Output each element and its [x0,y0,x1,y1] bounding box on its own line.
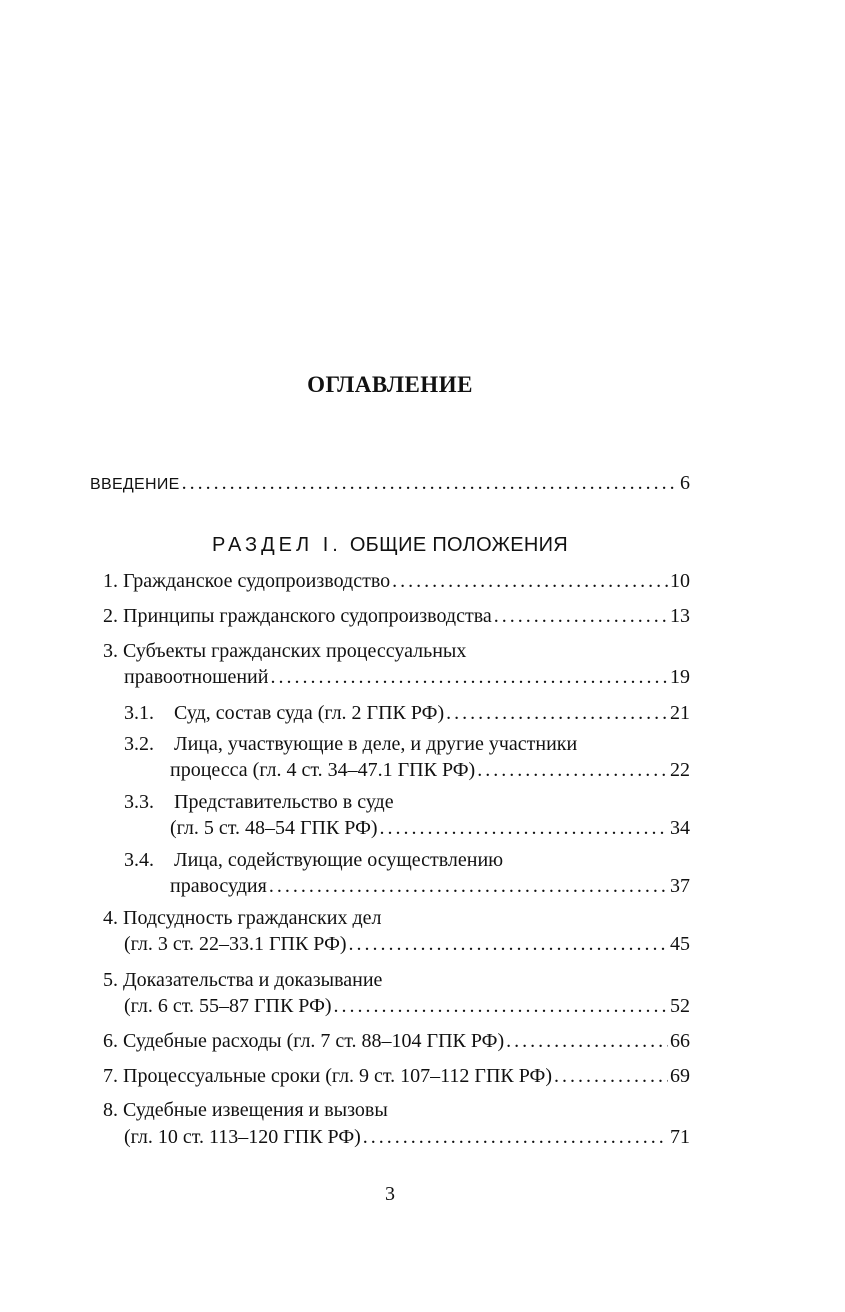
toc-entry-page: 21 [670,702,690,724]
toc-entry-page: 66 [670,1030,690,1052]
section-heading [0,534,780,557]
toc-entry-first-line: 4. Подсудность гражданских дел [103,907,382,929]
section-name: ОБЩИЕ ПОЛОЖЕНИЯ [349,534,569,556]
toc-entry[interactable] [124,995,690,1018]
toc-entry-first-line: 3. Субъекты гражданских процессуальных [103,640,467,662]
toc-entry[interactable] [124,1126,690,1149]
dot-leader [554,1065,668,1088]
toc-entry-page: 19 [670,666,690,688]
toc-entry-label: (гл. 3 ст. 22–33.1 ГПК РФ) [124,933,347,955]
toc-entry-label: 1. Гражданское судопроизводство [103,570,391,592]
toc-entry[interactable] [103,605,690,628]
dot-leader [334,995,668,1018]
toc-entry-page: 71 [670,1126,690,1148]
toc-entry[interactable] [124,933,690,956]
dot-leader [363,1126,668,1149]
toc-entry-intro[interactable] [90,472,690,495]
toc-entry-first-line: 8. Судебные извещения и вызовы [103,1099,388,1121]
dot-leader [477,759,668,782]
toc-entry-first-line: 5. Доказательства и доказывание [103,969,383,991]
toc-entry-first-line: 3.4. Лица, содействующие осуществлению [124,849,504,871]
toc-entry-page: 45 [670,933,690,955]
toc-entry-first-line: 3.3. Представительство в суде [124,791,394,813]
dot-leader [269,875,668,898]
toc-entry-page: 6 [680,472,690,494]
dot-leader [270,666,668,689]
toc-title: ОГЛАВЛЕНИЕ [307,372,473,397]
toc-entry-label: 3.1. Суд, состав суда (гл. 2 ГПК РФ) [124,702,445,724]
toc-entry-page: 22 [670,759,690,781]
toc-entry-label: 6. Судебные расходы (гл. 7 ст. 88–104 ГПК РФ) [103,1030,505,1052]
toc-entry-page: 10 [670,570,690,592]
toc-entry[interactable] [170,817,690,840]
toc-entry[interactable] [103,1065,690,1088]
toc-entry-label: правоотношений [124,666,269,688]
section-number: РАЗДЕЛ I. [211,534,342,556]
page-number: 3 [385,1183,395,1205]
toc-entry[interactable] [103,1030,690,1053]
toc-entry[interactable] [124,702,690,725]
toc-entry-label: (гл. 10 ст. 113–120 ГПК РФ) [124,1126,361,1148]
dot-leader [182,472,678,495]
toc-entry[interactable] [124,666,690,689]
toc-entry-label: процесса (гл. 4 ст. 34–47.1 ГПК РФ) [170,759,476,781]
toc-entry-page: 52 [670,995,690,1017]
toc-entry-label: (гл. 6 ст. 55–87 ГПК РФ) [124,995,332,1017]
toc-entry[interactable] [170,759,690,782]
dot-leader [392,570,668,593]
dot-leader [446,702,668,725]
toc-entry-page: 34 [670,817,690,839]
dot-leader [494,605,668,628]
toc-entry-label: 7. Процессуальные сроки (гл. 9 ст. 107–112 ГПК РФ) [103,1065,553,1087]
toc-entry[interactable] [103,570,690,593]
toc-entry-label: ВВЕДЕНИЕ [90,476,180,493]
toc-entry-page: 69 [670,1065,690,1087]
toc-entry-label: правосудия [170,875,267,897]
toc-entry-label: 2. Принципы гражданского судопроизводства [103,605,492,627]
dot-leader [349,933,668,956]
toc-entry-page: 13 [670,605,690,627]
dot-leader [380,817,668,840]
toc-entry-page: 37 [670,875,690,897]
dot-leader [506,1030,668,1053]
toc-entry[interactable] [170,875,690,898]
toc-entry-first-line: 3.2. Лица, участвующие в деле, и другие участники [124,733,578,755]
toc-entry-label: (гл. 5 ст. 48–54 ГПК РФ) [170,817,378,839]
